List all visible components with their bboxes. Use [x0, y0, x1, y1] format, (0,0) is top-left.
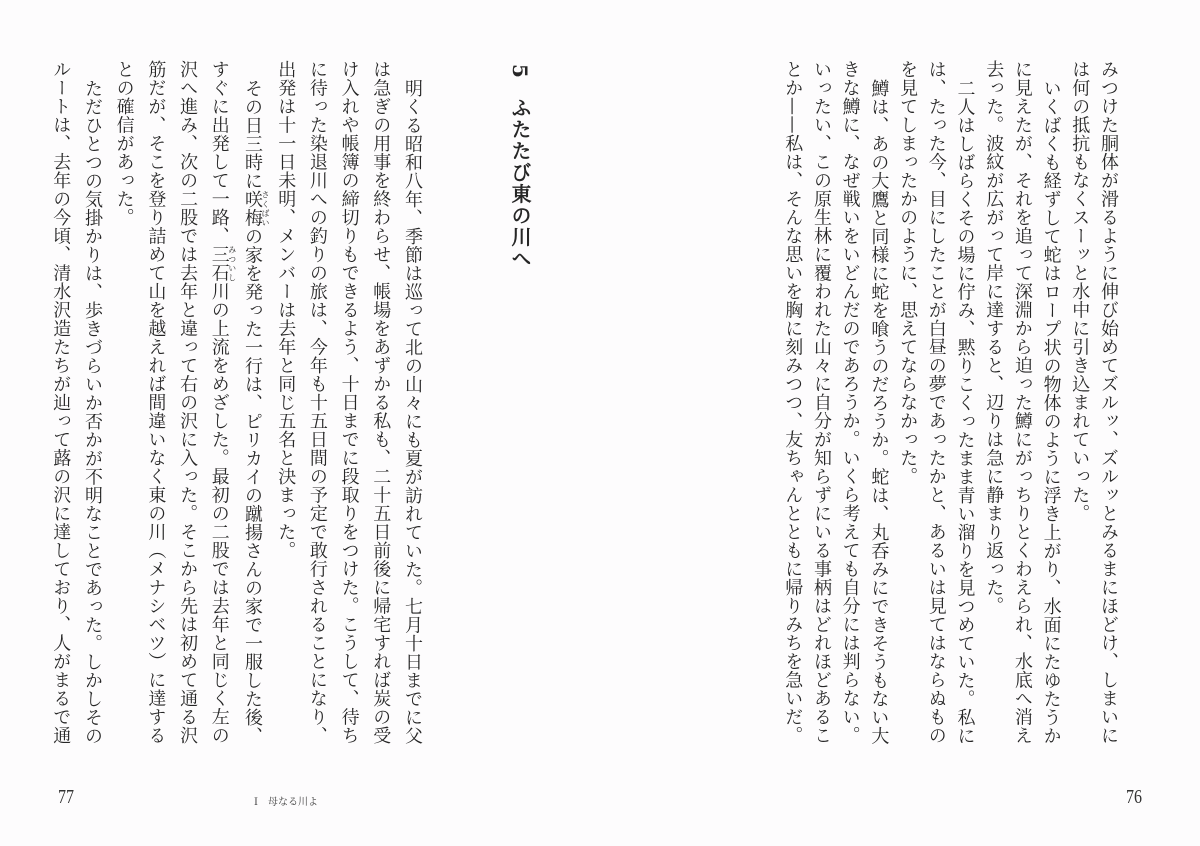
text-line: 筋だが、そこを登り詰めて山を越えれば間違いなく東の川（メナシベツ）に達する	[145, 60, 167, 745]
ruby-annotation	[208, 245, 237, 282]
left-page-body	[46, 60, 428, 760]
chapter-heading	[505, 64, 535, 269]
text-line: との確信があった。	[113, 60, 135, 227]
page-number-left: 77	[58, 786, 74, 808]
text-line: ルートは、去年の今頃、清水沢造たちが辿って蕗の沢に達しており、人がまるで通	[50, 60, 72, 745]
right-page-body	[777, 60, 1122, 760]
chapter-number: 5	[508, 64, 532, 80]
ruby-annotation	[241, 189, 270, 227]
text-line	[236, 60, 269, 760]
running-head: I 母なる川よ	[254, 797, 318, 808]
text-line: きな鱒に、なぜ戦いをいどんだのであろうか。いくら考えても自分には判らない。	[839, 60, 861, 745]
text-line: ただひとつの気掛かりは、歩きづらいか否かが不明なことであった。しかしその	[81, 78, 103, 745]
text-segment: 川の上流をめざした。最初の二股では去年と同じく左の	[208, 282, 230, 745]
text-line: に見えたが、それを追って深淵から迫った鱒にがっちりとくわえられ、水底へ消え	[1011, 60, 1033, 745]
text-segment: その日三時に	[241, 78, 263, 190]
ruby-reading: さくばい	[260, 189, 270, 227]
text-line: 明くる昭和八年、季節は巡って北の山々にも夏が訪れていた。七月十日までに父	[402, 78, 423, 745]
text-line: は急ぎの用事を終わらせ、帳場をあずかる私も、二十五日前後に帰宅すれば炭の受	[370, 60, 392, 745]
chapter-title: ふたたび東の川へ	[508, 97, 532, 270]
page-number-right: 76	[1126, 786, 1142, 808]
text-line: とか——私は、そんな思いを胸に刻みつつ、友ちゃんとともに帰りみちを急いだ。	[782, 60, 804, 745]
text-line: いくばくも経ずして蛇はロープ状の物体のように浮き上がり、水面にたゆたうか	[1040, 78, 1062, 745]
text-line: みつけた胴体が滑るように伸び始めてズルッ、ズルッとみるまにほどけ、しまいに	[1098, 60, 1119, 745]
ruby-base: 三石	[208, 245, 230, 282]
text-line: いったい、この原生林に覆われた山々に自分が知らずにいる事柄はどれほどあるこ	[810, 60, 832, 745]
text-line: け入れや帳簿の締切りもできるよう、十日までに段取りをつけた。こうして、待ち	[338, 60, 360, 745]
text-line	[203, 60, 236, 760]
text-segment: の家を発った一行は、ピリカイの蹴揚さんの家で一服した後、	[241, 226, 263, 745]
text-line: 二人はしばらくその場に佇み、黙りこくったまま青い溜りを見つめていた。私に	[954, 78, 976, 745]
text-line: は何の抵抗もなくスーッと水中に引き込まれていった。	[1069, 60, 1091, 523]
text-line: 出発は十一日未明、メンバーは去年と同じ五名と決まった。	[275, 60, 297, 560]
text-segment: すぐに出発して一路、	[208, 60, 230, 245]
text-line: 沢へ進み、次の二股では去年と違って右の沢に入った。そこから先は初めて通る沢	[177, 60, 199, 745]
ruby-base: 咲梅	[241, 189, 263, 227]
text-line: 去った。波紋が広がって岸に達すると、辺りは急に静まり返った。	[983, 60, 1005, 615]
text-line: を見てしまったかのように、思えてならなかった。	[897, 60, 919, 486]
text-line: は、たった今、目にしたことが白昼の夢であったかと、あるいは見てはならぬもの	[925, 60, 947, 745]
text-line: 鱒は、あの大鷹と同様に蛇を喰うのだろうか。蛇は、丸呑みにできそうもない大	[868, 78, 890, 745]
text-line: に待った染退川への釣りの旅は、今年も十五日間の予定で敢行されることになり、	[306, 60, 328, 745]
ruby-reading: みついし	[227, 245, 237, 282]
